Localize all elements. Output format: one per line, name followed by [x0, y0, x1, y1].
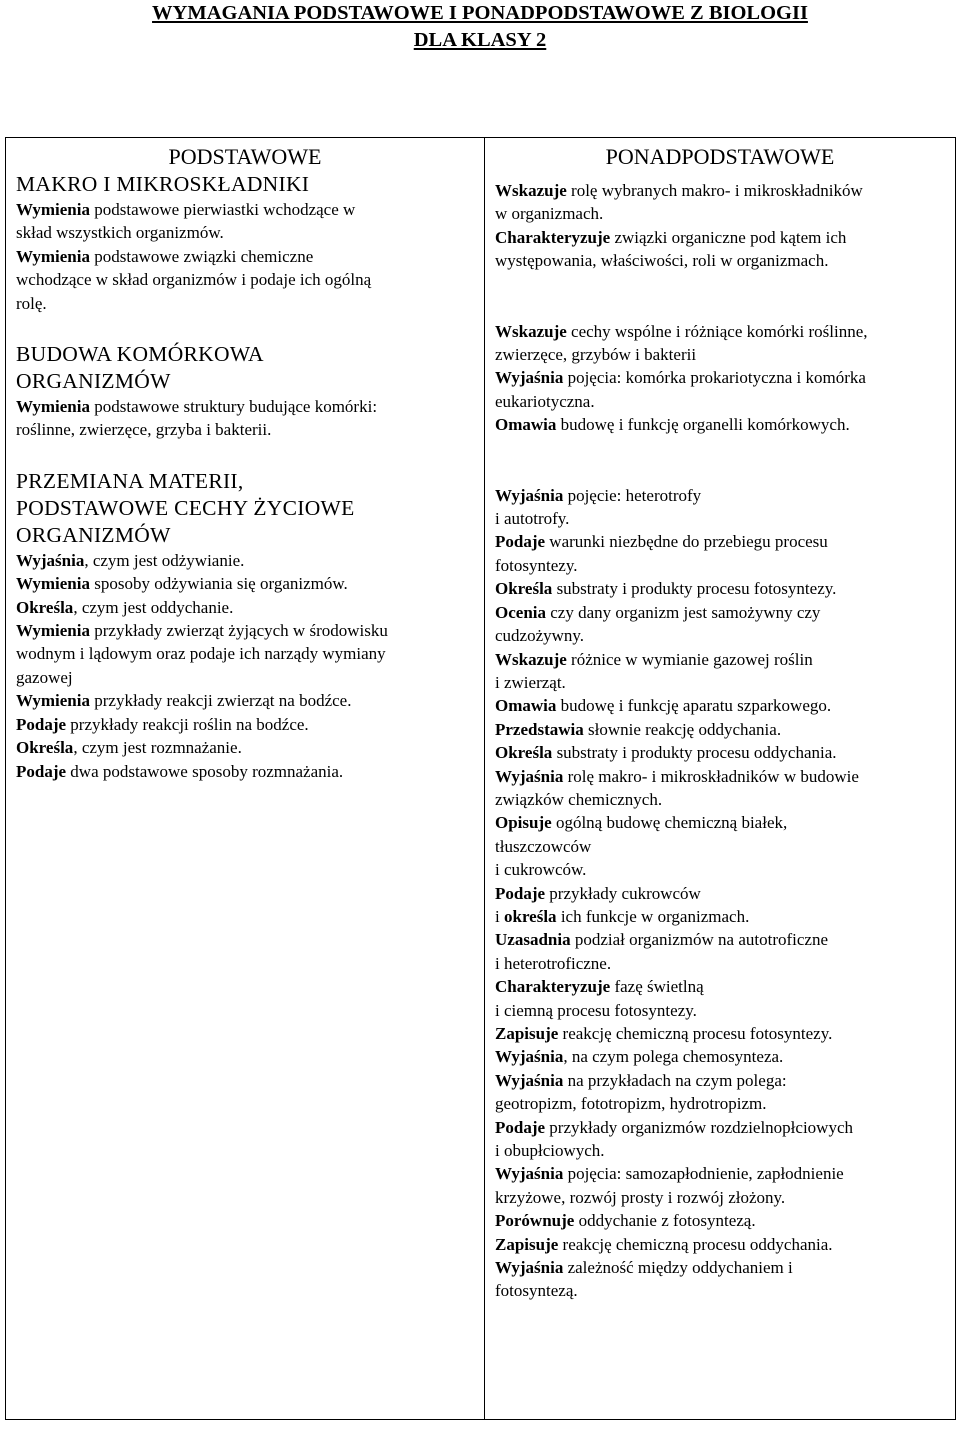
requirement-text: i autotrofy. [495, 509, 570, 529]
requirement-text: przykłady reakcji zwierząt na bodźce. [89, 691, 352, 711]
verb: Określa [16, 738, 74, 758]
verb: Omawia [495, 415, 557, 435]
requirement-text: pojęcie: heterotrofy [563, 485, 702, 505]
requirement-text: na przykładach na czym polega: [563, 1070, 787, 1090]
section [16, 468, 474, 783]
requirement-text: podział organizmów na autotroficzne [570, 930, 829, 950]
requirement-line [16, 596, 474, 619]
requirement-line [495, 366, 945, 389]
verb: Przedstawia [495, 719, 584, 739]
verb: Wymienia [16, 621, 90, 641]
requirement-text: podstawowe pierwiastki wchodzące w [89, 200, 356, 219]
requirement-line [16, 760, 474, 783]
requirement-text: przykłady organizmów rozdzielnopłciowych [545, 1117, 853, 1137]
requirement-line [495, 601, 945, 624]
requirement-line [495, 343, 945, 366]
requirement-text: przykłady zwierząt żyjących w środowisku [89, 621, 388, 641]
requirement-text: i ciemną procesu fotosyntezy. [495, 1000, 697, 1020]
requirement-line [495, 765, 945, 788]
section-title: PODSTAWOWE CECHY ŻYCIOWE [16, 495, 355, 520]
requirement-text: związki organiczne pod kątem ich [610, 227, 847, 247]
requirement-line [495, 1233, 945, 1256]
requirement-block [495, 320, 945, 437]
verb: Wskazuje [495, 181, 567, 200]
requirement-line [495, 507, 945, 530]
verb: Podaje [495, 532, 546, 552]
requirement-block [495, 484, 945, 1303]
requirement-text: w organizmach. [495, 204, 604, 224]
requirement-text: podstawowe struktury budujące komórki: [89, 397, 378, 417]
requirement-text: różnice w wymianie gazowej roślin [566, 649, 813, 669]
section-title: ORGANIZMÓW [16, 522, 171, 547]
requirement-line [495, 811, 945, 834]
requirement-line [495, 1186, 945, 1209]
verb: Wymienia [16, 246, 90, 266]
requirement-line [495, 882, 945, 905]
requirement-text: wchodzące w skład organizmów i podaje ich ogólną [16, 270, 372, 290]
requirement-text: czy dany organizm jest samożywny czy [546, 602, 821, 622]
requirement-line [16, 418, 474, 441]
requirement-text: fotosyntezą. [495, 1281, 578, 1301]
requirement-line [495, 1069, 945, 1092]
verb: Podaje [495, 1117, 546, 1137]
requirement-text: zależność między oddychaniem i [563, 1258, 793, 1278]
requirement-text: cechy wspólne i różniące komórki roślinne, [566, 321, 868, 341]
requirement-text: gazowej [16, 667, 73, 687]
verb: Wymienia [16, 691, 90, 711]
requirement-text: eukariotyczna. [495, 391, 595, 411]
requirement-text: i heterotroficzne. [495, 953, 612, 973]
requirement-line [495, 249, 945, 272]
requirement-line [495, 1256, 945, 1279]
requirement-line [495, 1045, 945, 1068]
verb: Wymienia [16, 397, 90, 417]
title-line-1: WYMAGANIA PODSTAWOWE I PONADPODSTAWOWE Z BIOLOGII [152, 2, 808, 24]
requirement-line [495, 975, 945, 998]
requirement-line [495, 1279, 945, 1302]
requirement-line [495, 624, 945, 647]
requirement-line [495, 390, 945, 413]
section-title: BUDOWA KOMÓRKOWA [16, 342, 264, 367]
requirement-line [16, 736, 474, 759]
requirement-text: podstawowe związki chemiczne [89, 246, 314, 266]
requirement-line [495, 928, 945, 951]
column-heading-basic: PODSTAWOWE [168, 144, 322, 169]
requirement-line [16, 619, 474, 642]
verb: Omawia [495, 696, 557, 716]
requirement-text: pojęcia: komórka prokariotyczna i komórka [563, 368, 866, 388]
verb: Charakteryzuje [495, 977, 611, 997]
verb: Określa [16, 597, 74, 617]
requirement-line [495, 788, 945, 811]
requirement-line [16, 713, 474, 736]
requirement-line [495, 952, 945, 975]
requirement-line [495, 1092, 945, 1115]
requirement-line [495, 905, 945, 928]
requirement-line [16, 268, 474, 291]
requirement-text: roślinne, zwierzęce, grzyba i bakterii. [16, 420, 272, 440]
column-heading-advanced: PONADPODSTAWOWE [605, 144, 835, 169]
requirement-text: i cukrowców. [495, 860, 587, 880]
requirement-text: warunki niezbędne do przebiegu procesu [545, 532, 828, 552]
requirement-line [495, 1139, 945, 1162]
verb: Zapisuje [495, 1024, 559, 1043]
verb: Określa [495, 743, 553, 763]
verb: Podaje [16, 714, 67, 734]
verb: Opisuje [495, 813, 552, 833]
requirement-line [495, 530, 945, 553]
requirement-line [16, 572, 474, 595]
verb: Wymienia [16, 200, 90, 219]
section [16, 171, 474, 315]
verb: Wyjaśnia [16, 550, 85, 570]
requirement-text: budowę i funkcję aparatu szparkowego. [556, 696, 832, 716]
requirement-line [16, 221, 474, 244]
requirement-line [495, 484, 945, 507]
section-title: ORGANIZMÓW [16, 369, 171, 394]
section [16, 341, 474, 442]
requirement-text: związków chemicznych. [495, 789, 663, 809]
requirement-text: oddychanie z fotosyntezą. [574, 1211, 756, 1231]
requirement-text: ogólną budowę chemiczną białek, [551, 813, 788, 833]
requirement-line [16, 245, 474, 268]
requirement-line [495, 577, 945, 600]
requirement-text: wodnym i lądowym oraz podaje ich narządy wymiany [16, 644, 386, 664]
verb: Porównuje [495, 1211, 575, 1231]
verb: Wyjaśnia [495, 485, 564, 505]
requirement-text: ich funkcje w organizmach. [556, 906, 750, 926]
requirement-line [16, 549, 474, 572]
verb: określa [503, 906, 557, 926]
requirement-text: i obupłciowych. [495, 1141, 605, 1161]
requirement-line [16, 689, 474, 712]
requirement-text: tłuszczowców [495, 836, 592, 856]
verb: Wskazuje [495, 649, 567, 669]
requirement-line [495, 1116, 945, 1139]
verb: Podaje [495, 883, 546, 903]
requirement-text: budowę i funkcję organelli komórkowych. [556, 415, 850, 435]
requirement-line [495, 648, 945, 671]
requirement-text: reakcję chemiczną procesu fotosyntezy. [558, 1024, 833, 1043]
section-title: PRZEMIANA MATERII, [16, 468, 244, 493]
requirement-text: fazę świetlną [610, 977, 704, 997]
verb: Wyjaśnia [495, 1164, 564, 1184]
requirement-text: występowania, właściwości, roli w organizmach. [495, 251, 829, 271]
requirement-text: , czym jest oddychanie. [73, 597, 234, 617]
requirement-line [495, 835, 945, 858]
verb: Charakteryzuje [495, 227, 611, 247]
requirement-text: słownie reakcję oddychania. [583, 719, 782, 739]
document-title [0, 0, 960, 54]
requirement-text: substraty i produkty procesu oddychania. [552, 743, 837, 763]
requirement-text: przykłady reakcji roślin na bodźce. [66, 714, 309, 734]
verb: Wyjaśnia [495, 1258, 564, 1278]
verb: Określa [495, 579, 553, 599]
requirement-text: przykłady cukrowców [545, 883, 701, 903]
requirement-text: i zwierząt. [495, 672, 566, 692]
title-line-2: DLA KLASY 2 [413, 29, 547, 51]
requirement-text: cudzożywny. [495, 626, 585, 646]
requirement-line [495, 554, 945, 577]
requirement-line [495, 202, 945, 225]
requirement-line [495, 413, 945, 436]
requirement-text: sposoby odżywiania się organizmów. [89, 574, 348, 594]
requirement-line [495, 671, 945, 694]
requirement-text: reakcję chemiczną procesu oddychania. [558, 1234, 833, 1254]
verb: Wyjaśnia [495, 1070, 564, 1090]
requirement-text: substraty i produkty procesu fotosyntezy. [552, 579, 837, 599]
section-title: MAKRO I MIKROSKŁADNIKI [16, 172, 310, 196]
verb: Wymienia [16, 574, 90, 594]
verb: Wskazuje [495, 321, 567, 341]
requirement-line [495, 1209, 945, 1232]
basic-requirements-column [6, 138, 485, 1420]
requirement-block [495, 179, 945, 273]
requirement-line [495, 179, 945, 202]
requirement-line [495, 320, 945, 343]
requirement-line [16, 395, 474, 418]
verb: Ocenia [495, 602, 546, 622]
verb: Zapisuje [495, 1234, 559, 1254]
requirement-line [16, 292, 474, 315]
requirement-text: i [495, 906, 504, 926]
requirement-text: , czym jest odżywianie. [84, 550, 245, 570]
requirement-text: skład wszystkich organizmów. [16, 223, 224, 243]
requirement-line [16, 642, 474, 665]
requirement-line [495, 226, 945, 249]
verb: Podaje [16, 761, 67, 781]
requirement-text: geotropizm, fototropizm, hydrotropizm. [495, 1094, 767, 1114]
requirement-text: pojęcia: samozapłodnienie, zapłodnienie [563, 1164, 844, 1184]
verb: Uzasadnia [495, 930, 571, 950]
requirements-table [5, 137, 956, 1420]
requirement-text: rolę makro- i mikroskładników w budowie [563, 766, 859, 786]
requirement-text: dwa podstawowe sposoby rozmnażania. [66, 761, 344, 781]
requirement-line [16, 198, 474, 221]
requirement-line [16, 666, 474, 689]
requirement-line [495, 741, 945, 764]
requirement-text: , na czym polega chemosynteza. [563, 1047, 784, 1067]
requirement-line [495, 999, 945, 1022]
requirement-text: fotosyntezy. [495, 555, 578, 575]
advanced-requirements-column [485, 138, 956, 1420]
requirement-text: krzyżowe, rozwój prosty i rozwój złożony. [495, 1187, 786, 1207]
requirement-text: , czym jest rozmnażanie. [73, 738, 242, 758]
requirement-text: rolę wybranych makro- i mikroskładników [566, 181, 863, 200]
requirement-line [495, 858, 945, 881]
requirement-text: zwierzęce, grzybów i bakterii [495, 345, 697, 365]
verb: Wyjaśnia [495, 766, 564, 786]
requirement-text: rolę. [16, 293, 47, 313]
requirement-line [495, 1022, 945, 1045]
requirement-line [495, 718, 945, 741]
requirement-line [495, 694, 945, 717]
requirement-line [495, 1162, 945, 1185]
verb: Wyjaśnia [495, 1047, 564, 1067]
verb: Wyjaśnia [495, 368, 564, 388]
